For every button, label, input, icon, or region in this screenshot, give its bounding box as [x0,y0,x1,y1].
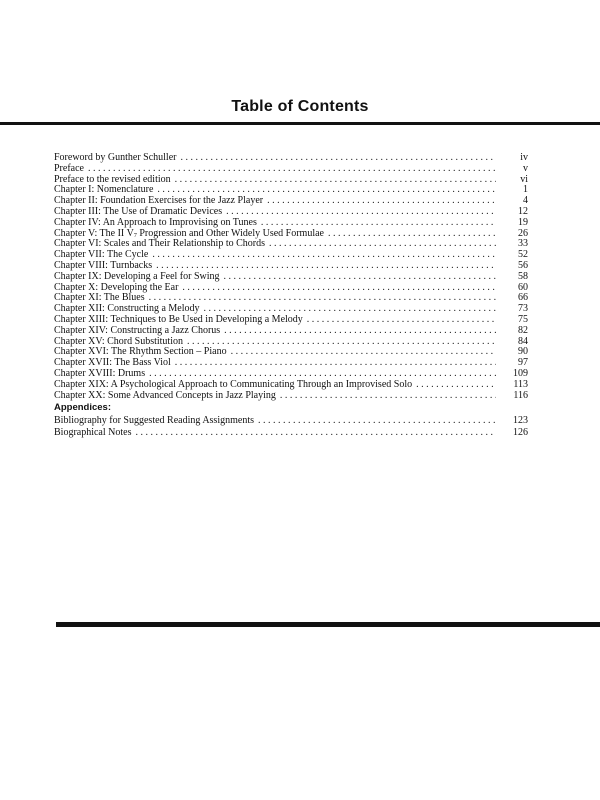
toc-entry-label: Chapter XV: Chord Substitution [54,335,183,347]
toc-entry-page: 19 [518,216,528,228]
toc-entry-label: Chapter XVII: The Bass Viol [54,357,171,369]
table-of-contents [54,153,528,438]
toc-entry-page: 52 [518,249,528,261]
dot-leader [187,337,496,348]
toc-entry-label: Preface to the revised edition [54,173,171,185]
appendices-list [54,415,528,438]
dot-leader [328,229,496,240]
toc-entry[interactable] [54,164,528,175]
toc-entry-page: 109 [513,367,528,379]
dot-leader [175,358,496,369]
toc-entry-label: Chapter XIII: Techniques to Be Used in Developing a Melody [54,313,303,325]
toc-entry-label: Chapter XVIII: Drums [54,367,146,379]
dot-leader [175,175,496,186]
toc-entry-page: 58 [518,270,528,282]
dot-leader [88,164,496,175]
dot-leader [180,153,496,164]
dot-leader [224,272,496,283]
toc-entry-label: Chapter VIII: Turnbacks [54,259,153,271]
toc-entry-page: 97 [518,357,528,369]
toc-entry-page: 33 [518,238,528,250]
appendix-entry-page: 123 [513,415,528,427]
toc-entry-label: Chapter XVI: The Rhythm Section – Piano [54,346,227,358]
dot-leader [226,207,496,218]
bottom-rule [56,622,600,627]
toc-entry-page: 56 [518,259,528,271]
appendix-entry-label: Biographical Notes [54,426,132,438]
toc-entry-label-pre: Chapter V: The II V [54,227,134,239]
toc-entry[interactable] [54,391,528,402]
toc-entry-label: Chapter I: Nomenclature [54,184,154,196]
toc-entry-label: Chapter III: The Use of Dramatic Devices [54,205,223,217]
toc-entry[interactable] [54,153,528,164]
dot-leader [135,427,496,439]
toc-entry-label: Chapter VI: Scales and Their Relationship to Chords [54,238,265,250]
appendix-entry[interactable] [54,427,528,439]
toc-entry-page: 4 [523,195,528,207]
toc-entry-page: 84 [518,335,528,347]
top-rule [0,122,600,125]
dot-leader [280,391,496,402]
dot-leader [182,283,496,294]
toc-entry[interactable] [54,380,528,391]
appendix-entry[interactable] [54,415,528,427]
appendices-heading: Appendices: [54,402,112,414]
toc-entry-label: Chapter X: Developing the Ear [54,281,179,293]
dot-leader [258,415,496,427]
dot-leader [231,347,496,358]
toc-entry-label: Chapter XII: Constructing a Melody [54,303,200,315]
dot-leader [224,326,496,337]
toc-entry-page: 113 [513,378,528,390]
toc-entry-page: 1 [523,184,528,196]
toc-entry-label: Preface [54,162,84,174]
toc-entry-page: 75 [518,313,528,325]
toc-entry-page: iv [520,152,528,163]
toc-entry-page: 82 [518,324,528,336]
toc-entry-page: 116 [513,389,528,401]
toc-entry-page: 12 [518,205,528,217]
toc-entry-label: Chapter XX: Some Advanced Concepts in Jazz Playing [54,389,276,401]
toc-entry[interactable] [54,326,528,337]
toc-entry-page: vi [520,173,528,185]
toc-entry-page: 90 [518,346,528,358]
dot-leader [416,380,496,391]
dot-leader [267,196,496,207]
dot-leader [269,239,496,250]
toc-entry-page: 66 [518,292,528,304]
toc-entry-label: Chapter XI: The Blues [54,292,145,304]
toc-entry-label-post: Progression and Other Widely Used Formulae [136,227,324,239]
appendix-entry-label: Bibliography for Suggested Reading Assignments [54,415,254,427]
toc-entry-label: Chapter IX: Developing a Feel for Swing [54,270,220,282]
page-title: Table of Contents [231,98,369,115]
toc-entry-label: Chapter XIV: Constructing a Jazz Chorus [54,324,221,336]
toc-entry-label: Chapter IV: An Approach to Improvising on Tunes [54,216,257,228]
dot-leader [149,293,496,304]
toc-entry-page: 73 [518,303,528,315]
subscript-seven: 7 [133,232,137,239]
toc-entry-page: v [523,162,528,174]
toc-entry-page: 60 [518,281,528,293]
toc-entry-page: 26 [518,227,528,239]
dot-leader [152,250,496,261]
dot-leader [307,315,496,326]
appendix-entry-page: 126 [513,426,528,438]
toc-entry-label: Chapter VII: The Cycle [54,249,149,261]
toc-entry-label: Chapter II: Foundation Exercises for the Jazz Player [54,195,264,207]
toc-entry-label: Foreword by Gunther Schuller [54,152,177,163]
toc-entry[interactable] [54,272,528,283]
toc-entry-label: Chapter XIX: A Psychological Approach to Communicating Through an Improvised Solo [54,378,413,390]
